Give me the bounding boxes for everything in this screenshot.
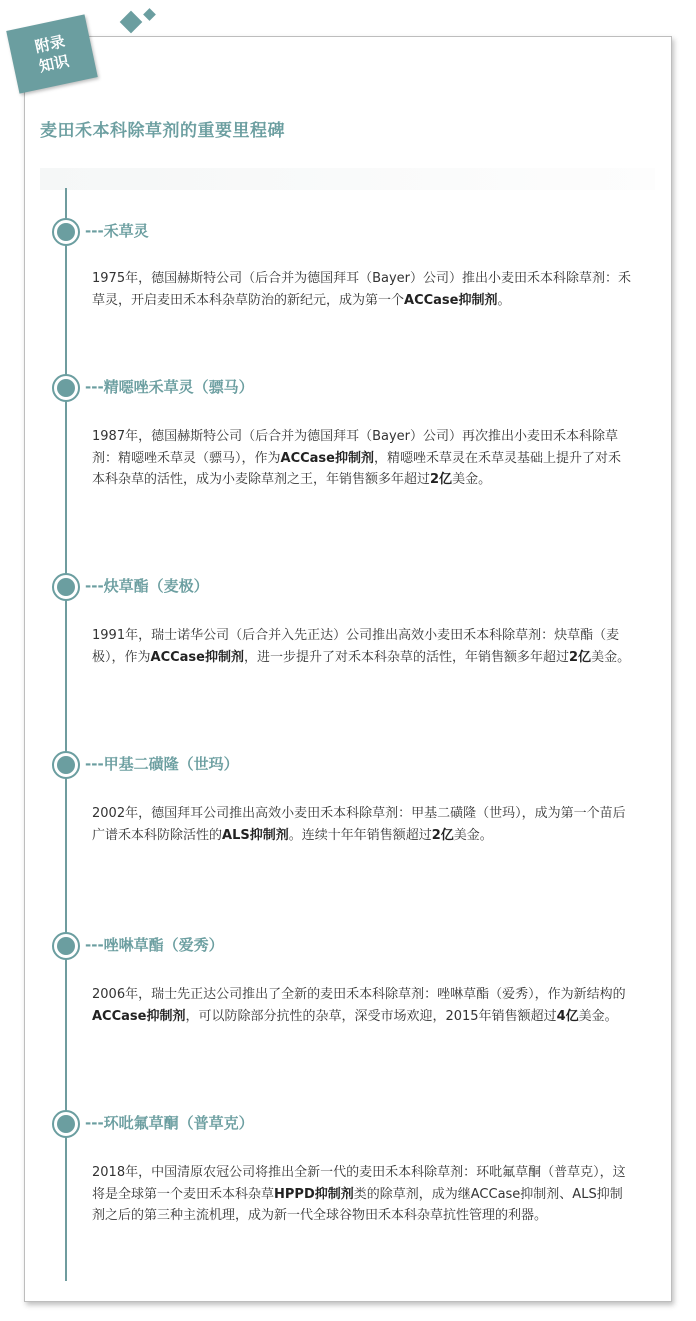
milestone-title: ---环吡氟草酮（普草克） <box>85 1114 254 1132</box>
milestone-description <box>92 426 632 491</box>
text-segment: 美金。 <box>578 1008 618 1024</box>
highlight-text: ALS抑制剂 <box>222 827 289 843</box>
milestone-title: ---唑啉草酯（爱秀） <box>85 936 224 954</box>
text-segment: 。 <box>497 292 511 308</box>
timeline-node <box>52 374 80 402</box>
text-segment: 美金。 <box>452 472 492 487</box>
highlight-text: 2亿 <box>569 649 592 665</box>
timeline-node <box>52 573 80 601</box>
timeline-node <box>52 751 80 779</box>
timeline-node <box>52 218 80 246</box>
highlight-text: ACCase抑制剂 <box>150 649 244 665</box>
highlight-text: 4亿 <box>556 1008 579 1024</box>
text-segment: 1975年，德国赫斯特公司（后合并为德国拜耳（Bayer）公司）推出小麦田禾本科除草剂：禾草灵，开启麦田禾本科杂草防治的新纪元，成为第一个 <box>92 271 632 308</box>
text-segment: 2002年，德国拜耳公司推出高效小麦田禾本科除草剂：甲基二磺隆（世玛），成为第一个苗后广谱禾本科防除活性的 <box>92 806 626 843</box>
text-segment: ，精噁唑禾草灵在禾草灵基础上提升了对禾本科杂草的活性，成为小麦除草剂之王，年销售额多年超过 <box>92 450 622 487</box>
milestone-title: ---禾草灵 <box>85 222 149 240</box>
highlight-text: 2亿 <box>431 827 454 843</box>
text-segment: 2006年，瑞士先正达公司推出了全新的麦田禾本科除草剂：唑啉草酯（爱秀），作为新结构的 <box>92 987 626 1002</box>
highlight-text: ACCase抑制剂 <box>404 292 498 308</box>
milestone-description <box>92 625 632 668</box>
timeline-node <box>52 932 80 960</box>
timeline-node <box>52 1110 80 1138</box>
milestone-title: ---甲基二磺隆（世玛） <box>85 755 239 773</box>
highlight-text: ACCase抑制剂 <box>92 1008 186 1024</box>
highlight-text: ACCase抑制剂 <box>280 450 374 466</box>
text-segment: 1987年，德国赫斯特公司（后合并为德国拜耳（Bayer）公司）再次推出小麦田禾本科除草剂：精噁唑禾草灵（骠马），作为 <box>92 429 619 466</box>
text-segment: 1991年，瑞士诺华公司（后合并入先正达）公司推出高效小麦田禾本科除草剂：炔草酯（麦极），作为 <box>92 628 620 665</box>
text-segment: ，可以防除部分抗性的杂草，深受市场欢迎，2015年销售额超过 <box>185 1008 557 1024</box>
text-segment: ，进一步提升了对禾本科杂草的活性，年销售额多年超过 <box>244 649 570 665</box>
highlight-text: HPPD抑制剂 <box>274 1186 354 1202</box>
title-underline-shade <box>40 168 655 190</box>
milestone-description <box>92 984 632 1027</box>
text-segment: 2018年，中国清原农冠公司将推出全新一代的麦田禾本科除草剂：环吡氟草酮（普草克），这将是全球第一个麦田禾本科杂草 <box>92 1165 626 1202</box>
text-segment: 美金。 <box>591 649 631 665</box>
tag-line-1: 附录 <box>33 32 67 57</box>
tag-line-2: 知识 <box>37 51 71 76</box>
text-segment: 类的除草剂，成为继ACCase抑制剂、ALS抑制剂之后的第三种主流机理，成为新一代全球谷物田禾本科杂草抗性管理的利器。 <box>92 1186 623 1223</box>
diamond-decoration-large <box>120 11 143 34</box>
page-title: 麦田禾本科除草剂的重要里程碑 <box>40 121 285 141</box>
milestone-description <box>92 803 632 846</box>
diamond-decoration-small <box>143 8 156 21</box>
text-segment: 。连续十年年销售额超过 <box>288 827 432 843</box>
milestone-description <box>92 268 632 311</box>
milestone-description <box>92 1162 632 1227</box>
highlight-text: 2亿 <box>430 472 453 487</box>
text-segment: 美金。 <box>453 827 493 843</box>
milestone-title: ---炔草酯（麦极） <box>85 577 209 595</box>
milestone-title: ---精噁唑禾草灵（骠马） <box>85 378 254 396</box>
